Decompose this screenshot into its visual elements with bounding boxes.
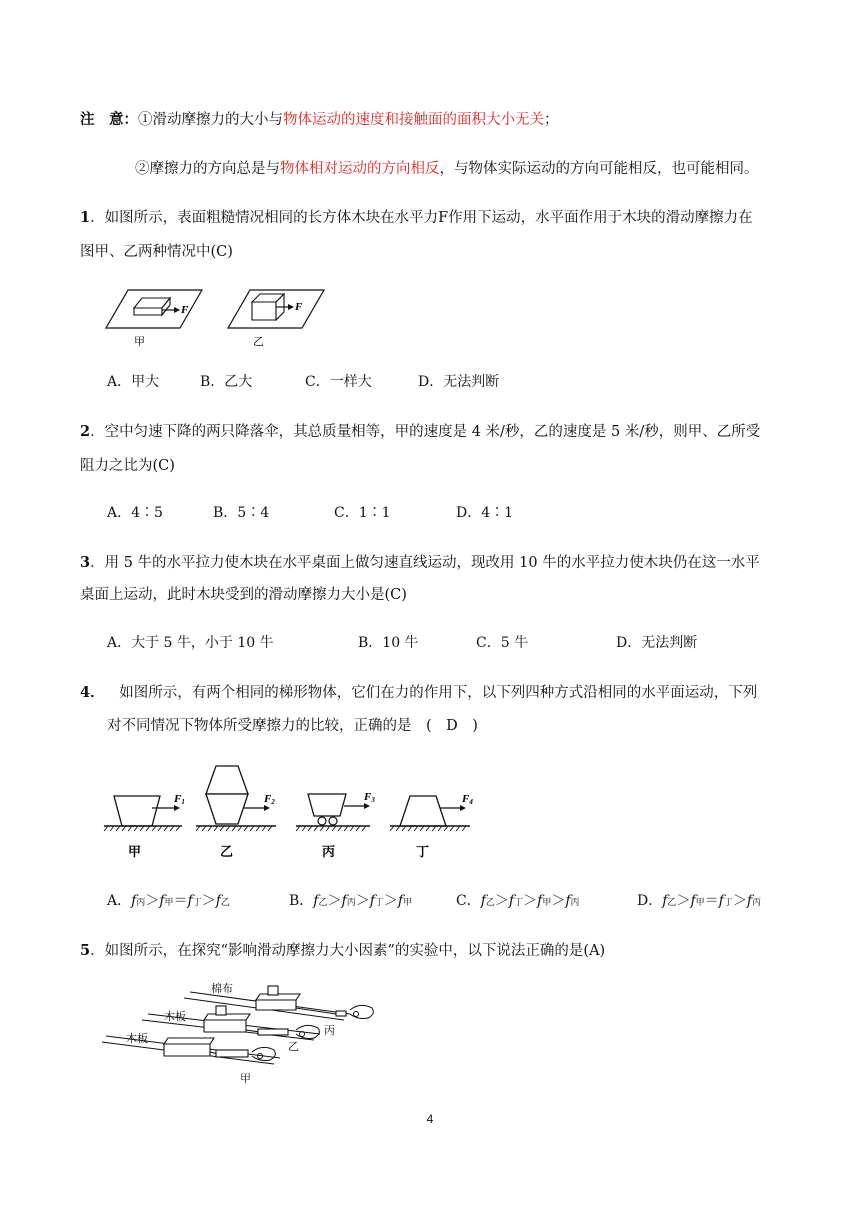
- q5-surface-3: 木板: [126, 1032, 148, 1045]
- q1-line-1: 1．如图所示，表面粗糙情况相同的长方体木块在水平力F作用下运动，水平面作用于木块的滑动摩擦力在: [80, 209, 753, 226]
- q5-label-1: 丙: [324, 1024, 335, 1037]
- q5-surface-2: 木板: [164, 1010, 186, 1023]
- q3-number: 3: [80, 554, 91, 571]
- q2-option-a[interactable]: A．4∶5: [107, 505, 163, 521]
- q1-fig-label-a: 甲: [134, 335, 145, 348]
- svg-text:F3: F3: [364, 791, 375, 804]
- q2-line-2: 阻力之比为(C): [80, 458, 175, 474]
- q2-option-c[interactable]: C．1∶1: [334, 505, 391, 521]
- q3-option-d[interactable]: D．无法判断: [616, 635, 698, 651]
- q4-force-2: F: [264, 793, 272, 805]
- q1-option-d[interactable]: D．无法判断: [418, 374, 500, 390]
- q1-fig-label-b: 乙: [253, 335, 264, 348]
- q1-number: 1: [80, 209, 91, 226]
- svg-text:F1: F1: [174, 793, 185, 806]
- q5-surface-1: 棉布: [211, 982, 233, 995]
- q4-force-4: F: [462, 793, 470, 805]
- q2-number: 2: [80, 423, 91, 440]
- q1-force-label-b: F: [295, 301, 303, 313]
- q3-line-2: 桌面上运动，此时木块受到的滑动摩擦力大小是(C): [80, 587, 407, 603]
- q3-option-a[interactable]: A．大于 5 牛，小于 10 牛: [107, 635, 274, 651]
- q4-number: 4．: [80, 684, 105, 701]
- q1-line-2: 图甲、乙两种情况中(C): [80, 244, 233, 260]
- note-line-2: ②摩擦力的方向总是与物体相对运动的方向相反，与物体实际运动的方向可能相反，也可能相同。: [135, 161, 759, 177]
- q4-fig-label-4: 丁: [416, 845, 430, 860]
- svg-text:F4: F4: [462, 793, 473, 806]
- q2-option-b[interactable]: B．5∶4: [213, 505, 270, 521]
- q4-line-1: 4． 如图所示，有两个相同的梯形物体，它们在力的作用下，以下列四种方式沿相同的水平面运动，下列: [80, 684, 758, 701]
- q4-option-c[interactable]: C．f乙＞f丁＞f甲＞f丙: [456, 893, 580, 909]
- q4-force-1: F: [174, 793, 182, 805]
- q4-figure: [100, 760, 500, 860]
- q3-option-c[interactable]: C．5 牛: [476, 635, 529, 651]
- q5-figure: [100, 978, 390, 1088]
- q1-figure: [100, 282, 340, 352]
- q1-option-c[interactable]: C．一样大: [305, 374, 372, 390]
- q4-fig-label-3: 丙: [322, 845, 336, 860]
- q4-fig-label-1: 甲: [128, 845, 142, 860]
- q1-option-a[interactable]: A．甲大: [107, 374, 160, 390]
- q2-line-1: 2．空中匀速下降的两只降落伞，其总质量相等，甲的速度是 4 米/秒，乙的速度是 5 米/秒，则甲、乙所受: [80, 423, 761, 440]
- page-number: 4: [426, 1112, 434, 1126]
- note-highlight-2: 物体相对运动的方向相反: [280, 161, 440, 177]
- q5-label-3: 甲: [240, 1072, 251, 1085]
- note-highlight-1: 物体运动的速度和接触面的面积大小无关: [283, 112, 544, 128]
- q1-option-b[interactable]: B．乙大: [200, 374, 253, 390]
- note-label: 注 意：: [80, 111, 138, 128]
- q2-option-d[interactable]: D．4∶1: [456, 505, 514, 521]
- note-line-1: 注 意：①滑动摩擦力的大小与物体运动的速度和接触面的面积大小无关；: [80, 111, 559, 128]
- q4-fig-label-2: 乙: [220, 845, 234, 860]
- q3-option-b[interactable]: B．10 牛: [358, 635, 419, 651]
- q1-force-label-a: F: [181, 304, 189, 316]
- q5-label-2: 乙: [288, 1040, 299, 1053]
- q5-line-1: 5．如图所示，在探究“影响滑动摩擦力大小因素”的实验中，以下说法正确的是(A): [80, 942, 606, 959]
- q4-option-a[interactable]: A．f丙＞f甲＝f丁＞f乙: [107, 893, 230, 909]
- q5-number: 5: [80, 942, 91, 959]
- q4-option-d[interactable]: D．f乙＞f甲＝f丁＞f丙: [637, 893, 762, 909]
- q3-line-1: 3．用 5 牛的水平拉力使木块在水平桌面上做匀速直线运动，现改用 10 牛的水平拉力使木块仍在这一水平: [80, 554, 760, 571]
- q4-line-2: 对不同情况下物体所受摩擦力的比较，正确的是 ( D ): [107, 718, 478, 734]
- q4-force-3: F: [364, 791, 372, 803]
- svg-text:F2: F2: [264, 793, 275, 806]
- q4-option-b[interactable]: B．f乙＞f丙＞f丁＞f甲: [289, 893, 413, 909]
